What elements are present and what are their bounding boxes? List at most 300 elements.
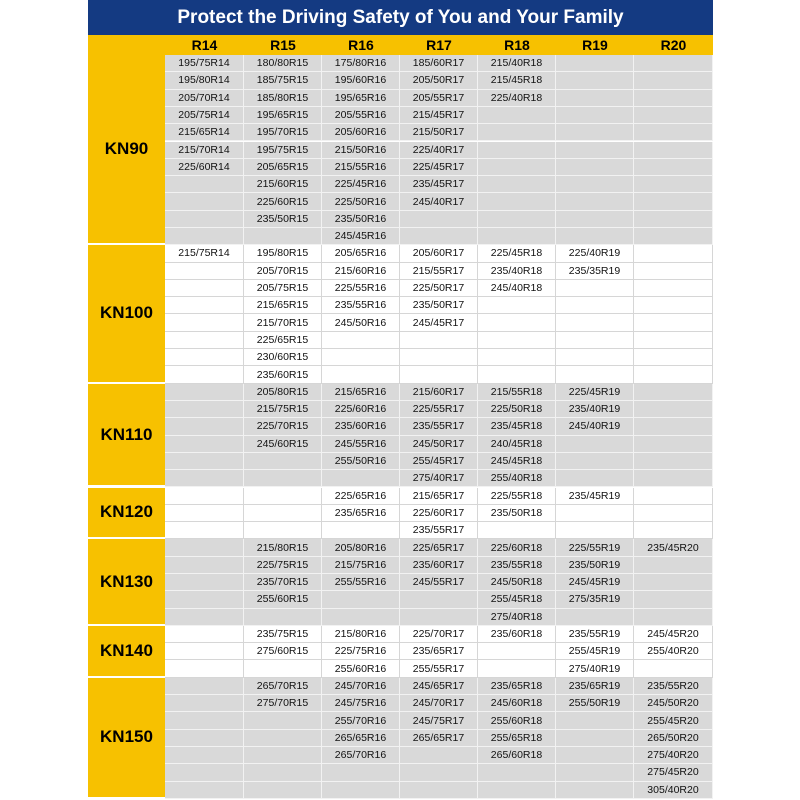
size-cell bbox=[400, 366, 478, 383]
size-cell: 235/45R19 bbox=[556, 488, 634, 505]
size-cell: 225/40R18 bbox=[478, 90, 556, 107]
size-cell: 225/50R17 bbox=[400, 280, 478, 297]
size-cell: 215/60R17 bbox=[400, 384, 478, 401]
size-cell: 205/70R14 bbox=[165, 90, 244, 107]
size-cell bbox=[165, 764, 244, 781]
table-row bbox=[88, 384, 713, 401]
size-cell bbox=[478, 332, 556, 349]
size-cell bbox=[165, 591, 244, 608]
size-cell: 255/60R15 bbox=[244, 591, 322, 608]
table-row bbox=[88, 730, 713, 747]
size-cell: 275/40R19 bbox=[556, 660, 634, 677]
size-cell bbox=[165, 609, 244, 626]
size-cell bbox=[400, 782, 478, 799]
size-cell: 235/55R19 bbox=[556, 626, 634, 643]
size-cell bbox=[556, 193, 634, 210]
column-header-r20: R20 bbox=[660, 37, 687, 53]
size-cell bbox=[556, 782, 634, 799]
group-label: KN120 bbox=[88, 488, 165, 540]
size-cell: 225/55R18 bbox=[478, 488, 556, 505]
size-cell bbox=[634, 436, 713, 453]
size-cell: 205/50R17 bbox=[400, 72, 478, 89]
size-cell: 185/75R15 bbox=[244, 72, 322, 89]
size-cell bbox=[165, 211, 244, 228]
size-cell bbox=[322, 366, 400, 383]
size-cell bbox=[165, 747, 244, 764]
size-cell: 235/40R19 bbox=[556, 401, 634, 418]
size-cell: 195/65R15 bbox=[244, 107, 322, 124]
group-label: KN140 bbox=[88, 626, 165, 678]
column-header-r18: R18 bbox=[504, 37, 530, 53]
size-cell: 275/40R17 bbox=[400, 470, 478, 487]
size-cell bbox=[165, 695, 244, 712]
size-cell: 175/80R16 bbox=[322, 55, 400, 72]
size-cell bbox=[634, 263, 713, 280]
size-cell bbox=[400, 747, 478, 764]
table-row bbox=[88, 142, 713, 159]
table-row bbox=[88, 349, 713, 366]
size-cell bbox=[322, 609, 400, 626]
table-row bbox=[88, 488, 713, 505]
size-cell: 245/50R16 bbox=[322, 314, 400, 331]
size-cell: 255/45R20 bbox=[634, 712, 713, 729]
column-header-r17: R17 bbox=[426, 37, 452, 53]
table-row bbox=[88, 712, 713, 729]
size-cell bbox=[634, 90, 713, 107]
size-cell bbox=[165, 539, 244, 556]
size-cell: 225/65R15 bbox=[244, 332, 322, 349]
size-cell bbox=[556, 107, 634, 124]
size-cell: 215/60R16 bbox=[322, 263, 400, 280]
group-label: KN110 bbox=[88, 384, 165, 488]
size-cell bbox=[556, 349, 634, 366]
size-cell bbox=[244, 764, 322, 781]
size-cell bbox=[634, 574, 713, 591]
size-cell: 245/60R15 bbox=[244, 436, 322, 453]
size-cell bbox=[634, 591, 713, 608]
size-cell: 245/55R17 bbox=[400, 574, 478, 591]
table-row bbox=[88, 280, 713, 297]
size-cell: 255/55R16 bbox=[322, 574, 400, 591]
size-cell bbox=[478, 228, 556, 245]
size-cell bbox=[634, 349, 713, 366]
size-cell bbox=[478, 124, 556, 141]
size-cell: 245/50R17 bbox=[400, 436, 478, 453]
size-cell: 305/40R20 bbox=[634, 782, 713, 799]
size-cell: 235/55R17 bbox=[400, 522, 478, 539]
size-cell: 195/65R16 bbox=[322, 90, 400, 107]
size-cell: 235/60R17 bbox=[400, 557, 478, 574]
size-cell bbox=[244, 712, 322, 729]
size-cell: 265/70R15 bbox=[244, 678, 322, 695]
size-cell: 235/45R20 bbox=[634, 539, 713, 556]
size-cell bbox=[634, 366, 713, 383]
size-cell: 215/50R17 bbox=[400, 124, 478, 141]
table-row bbox=[88, 678, 713, 695]
size-cell bbox=[165, 557, 244, 574]
size-cell: 225/60R14 bbox=[165, 159, 244, 176]
size-cell bbox=[165, 782, 244, 799]
size-cell: 245/50R20 bbox=[634, 695, 713, 712]
size-cell: 235/65R19 bbox=[556, 678, 634, 695]
size-cell bbox=[400, 591, 478, 608]
size-cell bbox=[478, 764, 556, 781]
size-cell: 225/60R17 bbox=[400, 505, 478, 522]
size-cell: 235/75R15 bbox=[244, 626, 322, 643]
size-cell: 215/55R16 bbox=[322, 159, 400, 176]
table-row bbox=[88, 522, 713, 539]
size-cell: 265/65R16 bbox=[322, 730, 400, 747]
size-cell bbox=[400, 764, 478, 781]
size-cell bbox=[634, 72, 713, 89]
size-cell bbox=[634, 557, 713, 574]
size-cell: 255/50R19 bbox=[556, 695, 634, 712]
size-cell: 245/40R19 bbox=[556, 418, 634, 435]
size-cell: 195/80R14 bbox=[165, 72, 244, 89]
size-cell: 225/55R19 bbox=[556, 539, 634, 556]
size-cell: 180/80R15 bbox=[244, 55, 322, 72]
table-row bbox=[88, 470, 713, 487]
table-row bbox=[88, 660, 713, 677]
size-cell: 225/70R17 bbox=[400, 626, 478, 643]
size-cell bbox=[400, 609, 478, 626]
size-cell bbox=[634, 453, 713, 470]
size-cell: 215/70R14 bbox=[165, 142, 244, 159]
table-row bbox=[88, 626, 713, 643]
size-cell: 255/50R16 bbox=[322, 453, 400, 470]
size-cell bbox=[478, 159, 556, 176]
size-cell: 205/55R17 bbox=[400, 90, 478, 107]
size-cell: 205/80R16 bbox=[322, 539, 400, 556]
size-cell: 235/45R18 bbox=[478, 418, 556, 435]
size-cell: 205/75R14 bbox=[165, 107, 244, 124]
group-kn130 bbox=[88, 539, 713, 626]
size-cell bbox=[322, 470, 400, 487]
size-cell: 225/65R17 bbox=[400, 539, 478, 556]
size-cell bbox=[556, 747, 634, 764]
size-cell bbox=[556, 609, 634, 626]
size-cell bbox=[478, 193, 556, 210]
size-cell: 215/50R16 bbox=[322, 142, 400, 159]
size-cell: 245/65R17 bbox=[400, 678, 478, 695]
table-row bbox=[88, 557, 713, 574]
size-cell bbox=[165, 522, 244, 539]
size-cell bbox=[322, 332, 400, 349]
size-cell: 245/45R18 bbox=[478, 453, 556, 470]
size-cell: 235/55R18 bbox=[478, 557, 556, 574]
size-cell: 245/60R18 bbox=[478, 695, 556, 712]
table-row bbox=[88, 366, 713, 383]
size-cell bbox=[634, 142, 713, 159]
size-cell: 205/60R17 bbox=[400, 245, 478, 262]
table-row bbox=[88, 436, 713, 453]
table-row bbox=[88, 245, 713, 262]
size-cell bbox=[322, 522, 400, 539]
size-cell: 265/70R16 bbox=[322, 747, 400, 764]
size-cell: 245/75R16 bbox=[322, 695, 400, 712]
size-cell bbox=[556, 142, 634, 159]
size-cell bbox=[165, 418, 244, 435]
size-cell bbox=[478, 211, 556, 228]
size-cell bbox=[322, 782, 400, 799]
group-label: KN150 bbox=[88, 678, 165, 799]
size-cell: 195/75R15 bbox=[244, 142, 322, 159]
size-cell: 235/55R20 bbox=[634, 678, 713, 695]
size-cell bbox=[165, 643, 244, 660]
size-cell: 215/55R18 bbox=[478, 384, 556, 401]
size-cell bbox=[244, 228, 322, 245]
table-row bbox=[88, 643, 713, 660]
table-row bbox=[88, 297, 713, 314]
table-row bbox=[88, 747, 713, 764]
size-cell bbox=[165, 470, 244, 487]
size-cell bbox=[634, 505, 713, 522]
size-cell: 185/80R15 bbox=[244, 90, 322, 107]
size-cell: 225/45R19 bbox=[556, 384, 634, 401]
size-cell bbox=[634, 228, 713, 245]
size-cell bbox=[634, 488, 713, 505]
size-cell bbox=[556, 505, 634, 522]
size-cell: 245/45R19 bbox=[556, 574, 634, 591]
size-cell bbox=[478, 643, 556, 660]
table-row bbox=[88, 159, 713, 176]
size-cell bbox=[556, 366, 634, 383]
size-cell: 265/65R17 bbox=[400, 730, 478, 747]
size-cell: 195/80R15 bbox=[244, 245, 322, 262]
table-row bbox=[88, 107, 713, 124]
size-cell bbox=[244, 730, 322, 747]
size-cell: 225/40R17 bbox=[400, 142, 478, 159]
group-kn110 bbox=[88, 384, 713, 488]
size-cell: 215/80R16 bbox=[322, 626, 400, 643]
size-cell bbox=[400, 211, 478, 228]
size-cell: 245/45R17 bbox=[400, 314, 478, 331]
size-cell: 225/60R15 bbox=[244, 193, 322, 210]
size-cell bbox=[165, 730, 244, 747]
size-cell bbox=[244, 453, 322, 470]
size-cell: 225/45R17 bbox=[400, 159, 478, 176]
size-cell bbox=[165, 349, 244, 366]
size-cell: 255/45R17 bbox=[400, 453, 478, 470]
size-cell: 235/65R18 bbox=[478, 678, 556, 695]
size-cell bbox=[478, 297, 556, 314]
size-cell: 225/45R18 bbox=[478, 245, 556, 262]
size-cell bbox=[556, 55, 634, 72]
size-cell: 255/40R20 bbox=[634, 643, 713, 660]
size-cell: 275/60R15 bbox=[244, 643, 322, 660]
size-cell: 235/40R18 bbox=[478, 263, 556, 280]
size-cell: 235/50R19 bbox=[556, 557, 634, 574]
size-cell bbox=[165, 228, 244, 245]
size-cell: 255/65R18 bbox=[478, 730, 556, 747]
table-row bbox=[88, 176, 713, 193]
size-cell: 195/60R16 bbox=[322, 72, 400, 89]
size-cell: 275/35R19 bbox=[556, 591, 634, 608]
size-cell: 215/40R18 bbox=[478, 55, 556, 72]
size-cell bbox=[165, 453, 244, 470]
size-cell bbox=[634, 470, 713, 487]
column-header-r16: R16 bbox=[348, 37, 374, 53]
size-cell bbox=[244, 609, 322, 626]
size-cell: 205/65R15 bbox=[244, 159, 322, 176]
group-kn140 bbox=[88, 626, 713, 678]
size-cell bbox=[556, 314, 634, 331]
size-cell bbox=[556, 297, 634, 314]
size-cell: 235/60R15 bbox=[244, 366, 322, 383]
size-cell bbox=[244, 488, 322, 505]
size-cell: 255/45R18 bbox=[478, 591, 556, 608]
size-cell: 235/65R16 bbox=[322, 505, 400, 522]
group-kn150 bbox=[88, 678, 713, 799]
size-cell: 225/60R16 bbox=[322, 401, 400, 418]
size-cell: 215/75R16 bbox=[322, 557, 400, 574]
size-cell bbox=[165, 297, 244, 314]
size-cell bbox=[478, 782, 556, 799]
table-row bbox=[88, 591, 713, 608]
size-cell bbox=[634, 418, 713, 435]
size-cell: 275/70R15 bbox=[244, 695, 322, 712]
column-header-row bbox=[88, 35, 713, 55]
size-cell bbox=[634, 401, 713, 418]
size-cell: 225/60R18 bbox=[478, 539, 556, 556]
table-row bbox=[88, 609, 713, 626]
size-cell bbox=[634, 55, 713, 72]
size-cell bbox=[244, 522, 322, 539]
size-cell: 225/45R16 bbox=[322, 176, 400, 193]
size-cell bbox=[634, 297, 713, 314]
size-cell: 215/45R18 bbox=[478, 72, 556, 89]
size-cell: 235/55R16 bbox=[322, 297, 400, 314]
size-cell bbox=[556, 211, 634, 228]
table-row bbox=[88, 55, 713, 72]
size-cell bbox=[556, 176, 634, 193]
size-cell bbox=[400, 349, 478, 366]
size-cell: 245/40R17 bbox=[400, 193, 478, 210]
table-row bbox=[88, 72, 713, 89]
column-header-r19: R19 bbox=[582, 37, 608, 53]
size-cell: 240/45R18 bbox=[478, 436, 556, 453]
size-cell: 205/65R16 bbox=[322, 245, 400, 262]
size-cell: 245/45R16 bbox=[322, 228, 400, 245]
size-cell bbox=[634, 609, 713, 626]
size-cell: 205/55R16 bbox=[322, 107, 400, 124]
column-header-r15: R15 bbox=[270, 37, 296, 53]
size-cell bbox=[634, 176, 713, 193]
size-cell: 205/60R16 bbox=[322, 124, 400, 141]
size-cell bbox=[478, 366, 556, 383]
table-row bbox=[88, 401, 713, 418]
size-cell bbox=[556, 72, 634, 89]
size-cell bbox=[165, 505, 244, 522]
size-cell: 245/70R17 bbox=[400, 695, 478, 712]
size-cell: 235/35R19 bbox=[556, 263, 634, 280]
size-cell: 225/50R18 bbox=[478, 401, 556, 418]
size-cell: 225/55R17 bbox=[400, 401, 478, 418]
size-cell bbox=[478, 314, 556, 331]
size-cell: 245/40R18 bbox=[478, 280, 556, 297]
table-row bbox=[88, 574, 713, 591]
group-kn120 bbox=[88, 488, 713, 540]
table-row bbox=[88, 228, 713, 245]
size-cell bbox=[400, 228, 478, 245]
size-cell bbox=[634, 124, 713, 141]
size-cell: 215/80R15 bbox=[244, 539, 322, 556]
table-row bbox=[88, 695, 713, 712]
size-cell: 255/45R19 bbox=[556, 643, 634, 660]
size-cell bbox=[165, 263, 244, 280]
table-row bbox=[88, 263, 713, 280]
size-cell bbox=[244, 505, 322, 522]
size-cell: 225/50R16 bbox=[322, 193, 400, 210]
size-cell bbox=[556, 764, 634, 781]
size-cell: 235/50R15 bbox=[244, 211, 322, 228]
size-cell bbox=[478, 107, 556, 124]
size-cell: 195/70R15 bbox=[244, 124, 322, 141]
size-chart bbox=[88, 0, 713, 800]
size-cell: 205/75R15 bbox=[244, 280, 322, 297]
size-cell bbox=[165, 678, 244, 695]
size-cell bbox=[556, 712, 634, 729]
size-cell bbox=[634, 384, 713, 401]
size-cell bbox=[478, 349, 556, 366]
size-cell: 215/55R17 bbox=[400, 263, 478, 280]
size-cell bbox=[556, 470, 634, 487]
size-cell bbox=[165, 314, 244, 331]
size-cell bbox=[165, 401, 244, 418]
size-cell bbox=[244, 660, 322, 677]
size-cell: 235/50R18 bbox=[478, 505, 556, 522]
size-cell bbox=[478, 522, 556, 539]
group-label: KN90 bbox=[88, 55, 165, 245]
size-cell: 245/45R20 bbox=[634, 626, 713, 643]
size-cell: 205/70R15 bbox=[244, 263, 322, 280]
table-row bbox=[88, 782, 713, 799]
size-cell: 225/55R16 bbox=[322, 280, 400, 297]
size-cell bbox=[478, 660, 556, 677]
size-cell bbox=[634, 660, 713, 677]
group-kn90 bbox=[88, 55, 713, 245]
table-row bbox=[88, 90, 713, 107]
size-cell bbox=[322, 349, 400, 366]
size-cell bbox=[634, 332, 713, 349]
size-cell: 215/65R15 bbox=[244, 297, 322, 314]
size-cell: 215/65R17 bbox=[400, 488, 478, 505]
size-cell bbox=[165, 574, 244, 591]
size-cell bbox=[478, 142, 556, 159]
size-cell bbox=[244, 782, 322, 799]
size-cell bbox=[244, 470, 322, 487]
size-cell: 225/75R16 bbox=[322, 643, 400, 660]
table-row bbox=[88, 193, 713, 210]
size-cell: 235/60R16 bbox=[322, 418, 400, 435]
size-cell bbox=[556, 90, 634, 107]
size-cell bbox=[556, 228, 634, 245]
table-row bbox=[88, 332, 713, 349]
size-cell: 255/55R17 bbox=[400, 660, 478, 677]
size-cell bbox=[556, 436, 634, 453]
table-row bbox=[88, 124, 713, 141]
size-cell bbox=[165, 660, 244, 677]
group-label: KN130 bbox=[88, 539, 165, 626]
size-cell bbox=[634, 193, 713, 210]
size-cell: 230/60R15 bbox=[244, 349, 322, 366]
group-kn100 bbox=[88, 245, 713, 383]
size-cell bbox=[165, 332, 244, 349]
size-cell bbox=[634, 522, 713, 539]
size-cell: 275/40R20 bbox=[634, 747, 713, 764]
size-cell bbox=[634, 314, 713, 331]
size-cell bbox=[556, 332, 634, 349]
